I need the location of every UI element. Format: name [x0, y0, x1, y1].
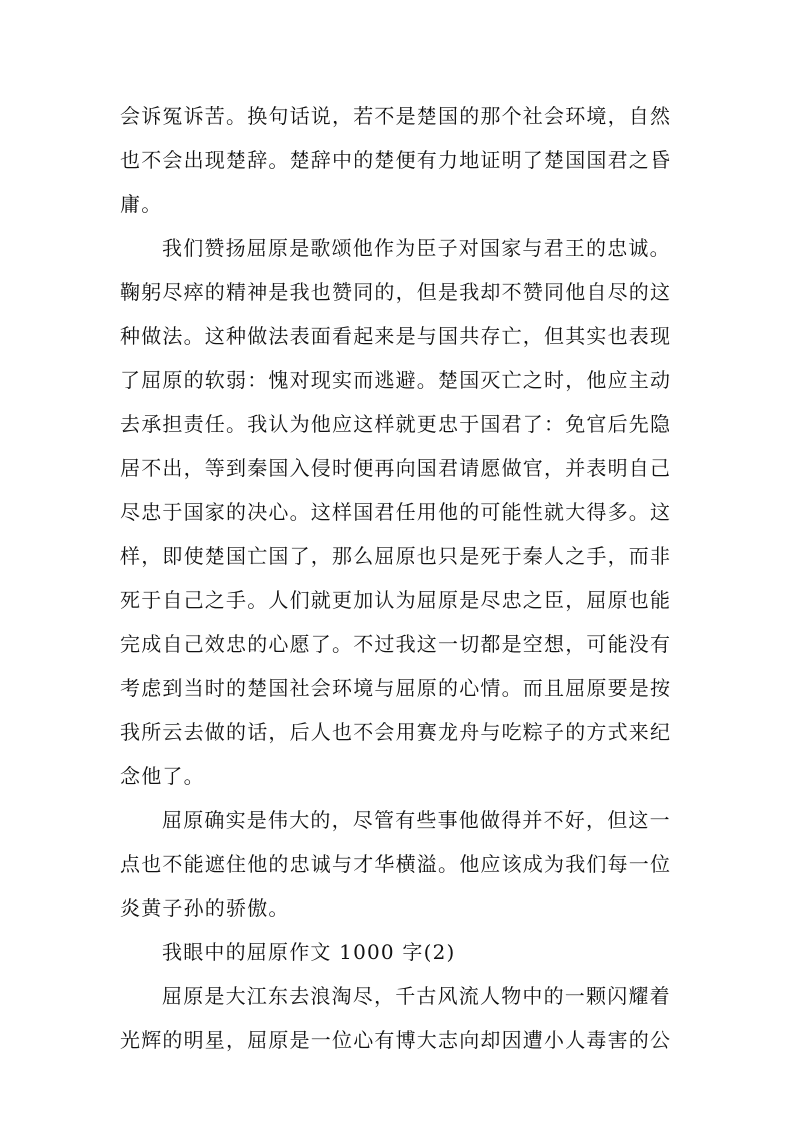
text-line: 考虑到当时的楚国社会环境与屈原的心情。而且屈原要是按 — [120, 676, 672, 700]
text-line: 我所云去做的话，后人也不会用赛龙舟与吃粽子的方式来纪 — [120, 720, 672, 744]
paragraph-start-line: 屈原确实是伟大的，尽管有些事他做得并不好，但这一 — [162, 808, 671, 832]
text-line: 会诉冤诉苦。换句话说，若不是楚国的那个社会环境，自然 — [120, 104, 672, 128]
text-line: 了屈原的软弱：愧对现实而逃避。楚国灭亡之时，他应主动 — [120, 368, 672, 392]
text-line: 念他了。 — [120, 764, 205, 788]
text-line: 尽忠于国家的决心。这样国君任用他的可能性就大得多。这 — [120, 500, 672, 524]
text-line: 庸。 — [120, 192, 163, 216]
text-line: 也不会出现楚辞。楚辞中的楚便有力地证明了楚国国君之昏 — [120, 148, 672, 172]
text-line: 完成自己效忠的心愿了。不过我这一切都是空想，可能没有 — [120, 632, 672, 656]
text-line: 光辉的明星，屈原是一位心有博大志向却因遭小人毒害的公 — [120, 1028, 672, 1052]
text-line: 居不出，等到秦国入侵时便再向国君请愿做官，并表明自己 — [120, 456, 672, 480]
text-line: 炎黄子孙的骄傲。 — [120, 896, 290, 920]
text-line: 死于自己之手。人们就更加认为屈原是尽忠之臣，屈原也能 — [120, 588, 672, 612]
text-line: 鞠躬尽瘁的精神是我也赞同的，但是我却不赞同他自尽的这 — [120, 280, 672, 304]
section-heading: 我眼中的屈原作文 1000 字(2) — [162, 940, 456, 964]
text-line: 样，即使楚国亡国了，那么屈原也只是死于秦人之手，而非 — [120, 544, 672, 568]
text-line: 点也不能遮住他的忠诚与才华横溢。他应该成为我们每一位 — [120, 852, 672, 876]
text-line: 去承担责任。我认为他应这样就更忠于国君了：免官后先隐 — [120, 412, 672, 436]
paragraph-start-line: 我们赞扬屈原是歌颂他作为臣子对国家与君王的忠诚。 — [162, 236, 671, 260]
text-line: 种做法。这种做法表面看起来是与国共存亡，但其实也表现 — [120, 324, 672, 348]
paragraph-start-line: 屈原是大江东去浪淘尽，千古风流人物中的一颗闪耀着 — [162, 984, 671, 1008]
